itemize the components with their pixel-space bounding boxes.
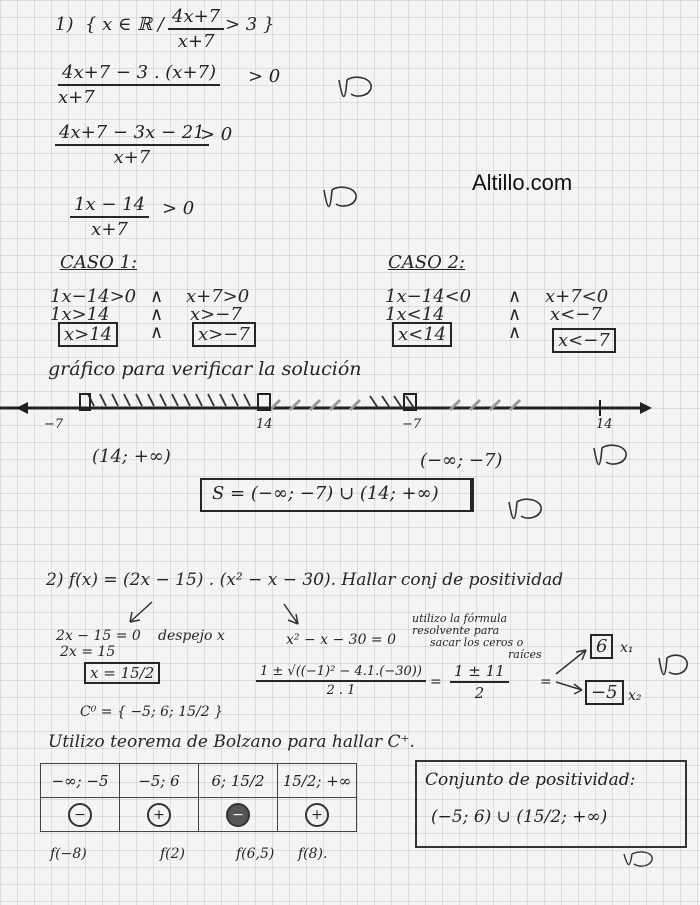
note-line-2: resolvente para	[412, 624, 500, 637]
case-2-right-1: x+7<0	[545, 286, 609, 307]
case-1-right-1: x+7>0	[186, 286, 250, 307]
interval-2: (−∞; −7)	[420, 450, 503, 471]
right-equation: x² − x − 30 = 0	[286, 632, 397, 648]
positivity-title: Conjunto de positividad:	[425, 770, 636, 790]
equals-2: =	[540, 674, 552, 690]
root-2-label: x₂	[628, 688, 642, 704]
sign-table-sign-row	[41, 798, 357, 832]
axis-label-14: 14	[256, 417, 273, 430]
bolzano-note: Utilizo teorema de Bolzano para hallar C⁺.	[48, 732, 415, 752]
set-open: { x ∈ ℝ /	[85, 14, 164, 35]
step2-fraction	[55, 122, 209, 168]
number-line	[0, 360, 700, 430]
left-equation-2: 2x = 15	[60, 644, 116, 660]
arrow-left-down-icon	[120, 598, 160, 628]
graph-caption: gráfico para verificar la solución	[48, 358, 362, 380]
solution-box	[200, 478, 474, 512]
quadratic-formula	[256, 664, 426, 698]
step3-numerator: 1x − 14	[70, 194, 149, 218]
step1-denominator: x+7	[58, 87, 95, 108]
root-2: −5	[585, 680, 624, 705]
sign-minus: −	[68, 803, 92, 827]
case-2-and-3: ∧	[508, 322, 522, 343]
interval-1: (14; +∞)	[92, 446, 171, 467]
axis-label-neg7: −7	[44, 417, 64, 430]
step3-fraction	[70, 194, 149, 240]
case-2-and-1: ∧	[508, 286, 522, 307]
set-close: > 3 }	[225, 14, 275, 35]
watermark: Altillo.com	[472, 170, 573, 195]
sign-table-header: 15/2; +∞	[278, 764, 357, 798]
case-1-and-1: ∧	[150, 286, 164, 307]
sign-table-header: −∞; −5	[41, 764, 120, 798]
step2-numerator: 4x+7 − 3x − 21	[55, 122, 209, 146]
left-result: x = 15/2	[84, 662, 160, 684]
case-1-title: CASO 1:	[60, 252, 138, 273]
step2-denominator: x+7	[113, 147, 151, 168]
equals-1: =	[430, 674, 442, 690]
quadratic-simplified	[450, 662, 509, 702]
case-1-left-3: x>14	[58, 322, 118, 347]
case-1-right-3: x>−7	[192, 322, 256, 347]
evaluation-4: f(8).	[298, 846, 328, 862]
axis-label-neg7-b: −7	[402, 417, 422, 430]
sign-plus: +	[305, 803, 329, 827]
sign-plus: +	[147, 803, 171, 827]
case-1-left-1: 1x−14>0	[50, 286, 137, 307]
evaluation-2: f(2)	[160, 846, 186, 862]
sign-table	[40, 763, 357, 832]
solution-set: S = (−∞; −7) ∪ (14; +∞)	[212, 483, 439, 504]
evaluation-1: f(−8)	[50, 846, 87, 862]
case-2-right-3: x<−7	[552, 328, 616, 353]
case-2-right-2: x<−7	[550, 304, 602, 325]
case-2-and-2: ∧	[508, 304, 522, 325]
left-despejo: despejo x	[158, 628, 225, 644]
set-fraction-denominator: x+7	[177, 31, 215, 52]
evaluation-3: f(6,5)	[236, 846, 275, 862]
root-1-label: x₁	[620, 640, 634, 656]
case-2-left-3: x<14	[392, 322, 452, 347]
quadratic-denominator: 2 . 1	[326, 683, 356, 698]
step3-denominator: x+7	[91, 219, 128, 240]
check-mark-icon	[655, 650, 695, 690]
check-mark-icon	[320, 182, 365, 216]
step1-relation: > 0	[248, 66, 281, 87]
note-line-3: sacar los ceros o	[430, 636, 524, 649]
step1-numerator: 4x+7 − 3 . (x+7)	[58, 62, 220, 86]
ceros-set: C⁰ = { −5; 6; 15/2 }	[80, 704, 223, 720]
note-line-1: utilizo la fórmula	[412, 612, 508, 625]
simplified-numerator: 1 ± 11	[450, 662, 509, 683]
note-line-4: raíces	[508, 648, 542, 661]
check-mark-icon	[335, 72, 380, 106]
quadratic-numerator: 1 ± √((−1)² − 4.1.(−30))	[256, 664, 426, 682]
positivity-set: (−5; 6) ∪ (15/2; +∞)	[431, 807, 608, 827]
case-1-and-2: ∧	[150, 304, 164, 325]
step3-relation: > 0	[162, 198, 195, 219]
axis-label-14-b: 14	[596, 417, 613, 430]
sign-table-header-row	[41, 764, 357, 798]
arrow-down-icon	[278, 600, 308, 630]
sign-table-header: −5; 6	[120, 764, 199, 798]
case-1-and-3: ∧	[150, 322, 164, 343]
left-equation-1: 2x − 15 = 0	[56, 628, 141, 644]
set-fraction-numerator: 4x+7	[168, 6, 224, 30]
case-2-left-2: 1x<14	[385, 304, 445, 325]
case-2-title: CASO 2:	[388, 252, 466, 273]
simplified-denominator: 2	[474, 684, 485, 702]
problem-2-statement: 2) f(x) = (2x − 15) . (x² − x − 30). Hallar conj de positividad	[46, 570, 564, 590]
step2-relation: > 0	[200, 124, 233, 145]
case-2-left-1: 1x−14<0	[385, 286, 472, 307]
check-mark-icon	[590, 440, 635, 474]
check-mark-icon	[620, 848, 660, 872]
case-1-right-2: x>−7	[190, 304, 242, 325]
positivity-box	[415, 760, 687, 848]
step1-fraction	[58, 62, 220, 108]
root-1: 6	[590, 634, 613, 659]
check-mark-icon	[505, 494, 550, 528]
set-fraction	[168, 6, 224, 52]
sign-minus: −	[226, 803, 250, 827]
case-1-left-2: 1x>14	[50, 304, 110, 325]
problem-1-number: 1)	[55, 14, 74, 35]
sign-table-header: 6; 15/2	[199, 764, 278, 798]
